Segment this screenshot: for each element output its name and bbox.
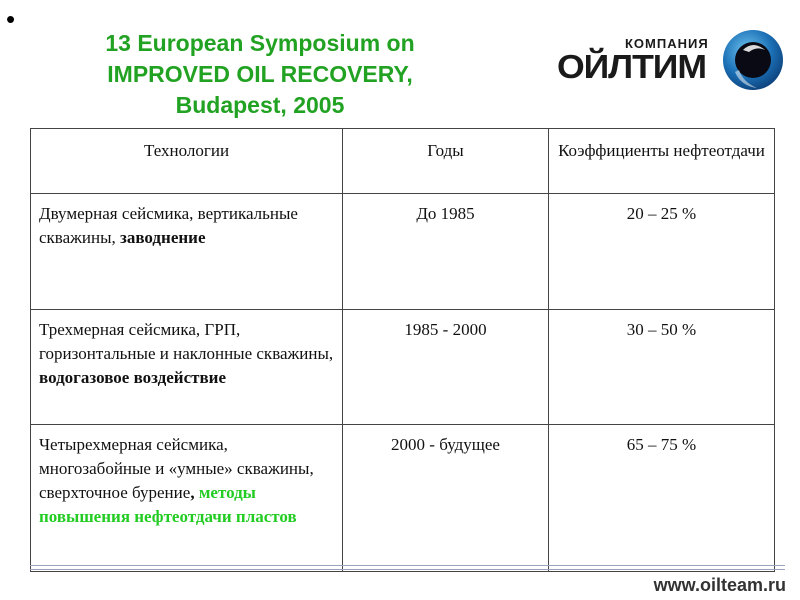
- footer-divider: [30, 569, 785, 570]
- logo-drop-icon: [721, 20, 785, 100]
- header-technologies: Технологии: [31, 129, 343, 194]
- tech-cell: [31, 425, 343, 572]
- coef-cell: 30 – 50 %: [549, 310, 775, 425]
- company-logo: [555, 20, 785, 100]
- table-row: [31, 194, 775, 310]
- years-cell: До 1985: [343, 194, 549, 310]
- table-header-row: [31, 129, 775, 194]
- years-cell: 2000 - будущее: [343, 425, 549, 572]
- footer-divider: [30, 565, 785, 566]
- tech-separator: ,: [190, 483, 199, 502]
- title-line-1: 13 European Symposium on: [105, 30, 415, 56]
- slide-title: [40, 28, 480, 121]
- coef-cell: 65 – 75 %: [549, 425, 775, 572]
- years-cell: 1985 - 2000: [343, 310, 549, 425]
- table-row: [31, 425, 775, 572]
- tech-text: Двумерная сейсмика, вертикальные скважины,: [39, 204, 298, 247]
- tech-text: Трехмерная сейсмика, ГРП, горизонтальные и наклонные скважины,: [39, 320, 334, 363]
- tech-text: Четырехмерная сейсмика, многозабойные и «умные» скважины, сверхточное бурение: [39, 435, 314, 502]
- title-line-2: IMPROVED OIL RECOVERY,: [107, 61, 413, 87]
- tech-cell: [31, 194, 343, 310]
- website-link[interactable]: www.oilteam.ru: [653, 575, 786, 595]
- header-years: Годы: [343, 129, 549, 194]
- tech-highlight: методы повышения нефтеотдачи пластов: [39, 483, 297, 526]
- technology-table: [30, 128, 775, 572]
- tech-emphasis: водогазовое воздействие: [39, 368, 227, 387]
- bullet-point: •: [6, 4, 16, 34]
- logo-subtitle: КОМПАНИЯ: [625, 36, 709, 51]
- tech-emphasis: заводнение: [120, 228, 206, 247]
- tech-cell: [31, 310, 343, 425]
- table-row: [31, 310, 775, 425]
- title-line-3: Budapest, 2005: [175, 92, 345, 118]
- logo-name: ОЙЛТИМ: [557, 48, 706, 85]
- header-coefficients: Коэффициенты нефтеотдачи: [549, 129, 775, 194]
- coef-cell: 20 – 25 %: [549, 194, 775, 310]
